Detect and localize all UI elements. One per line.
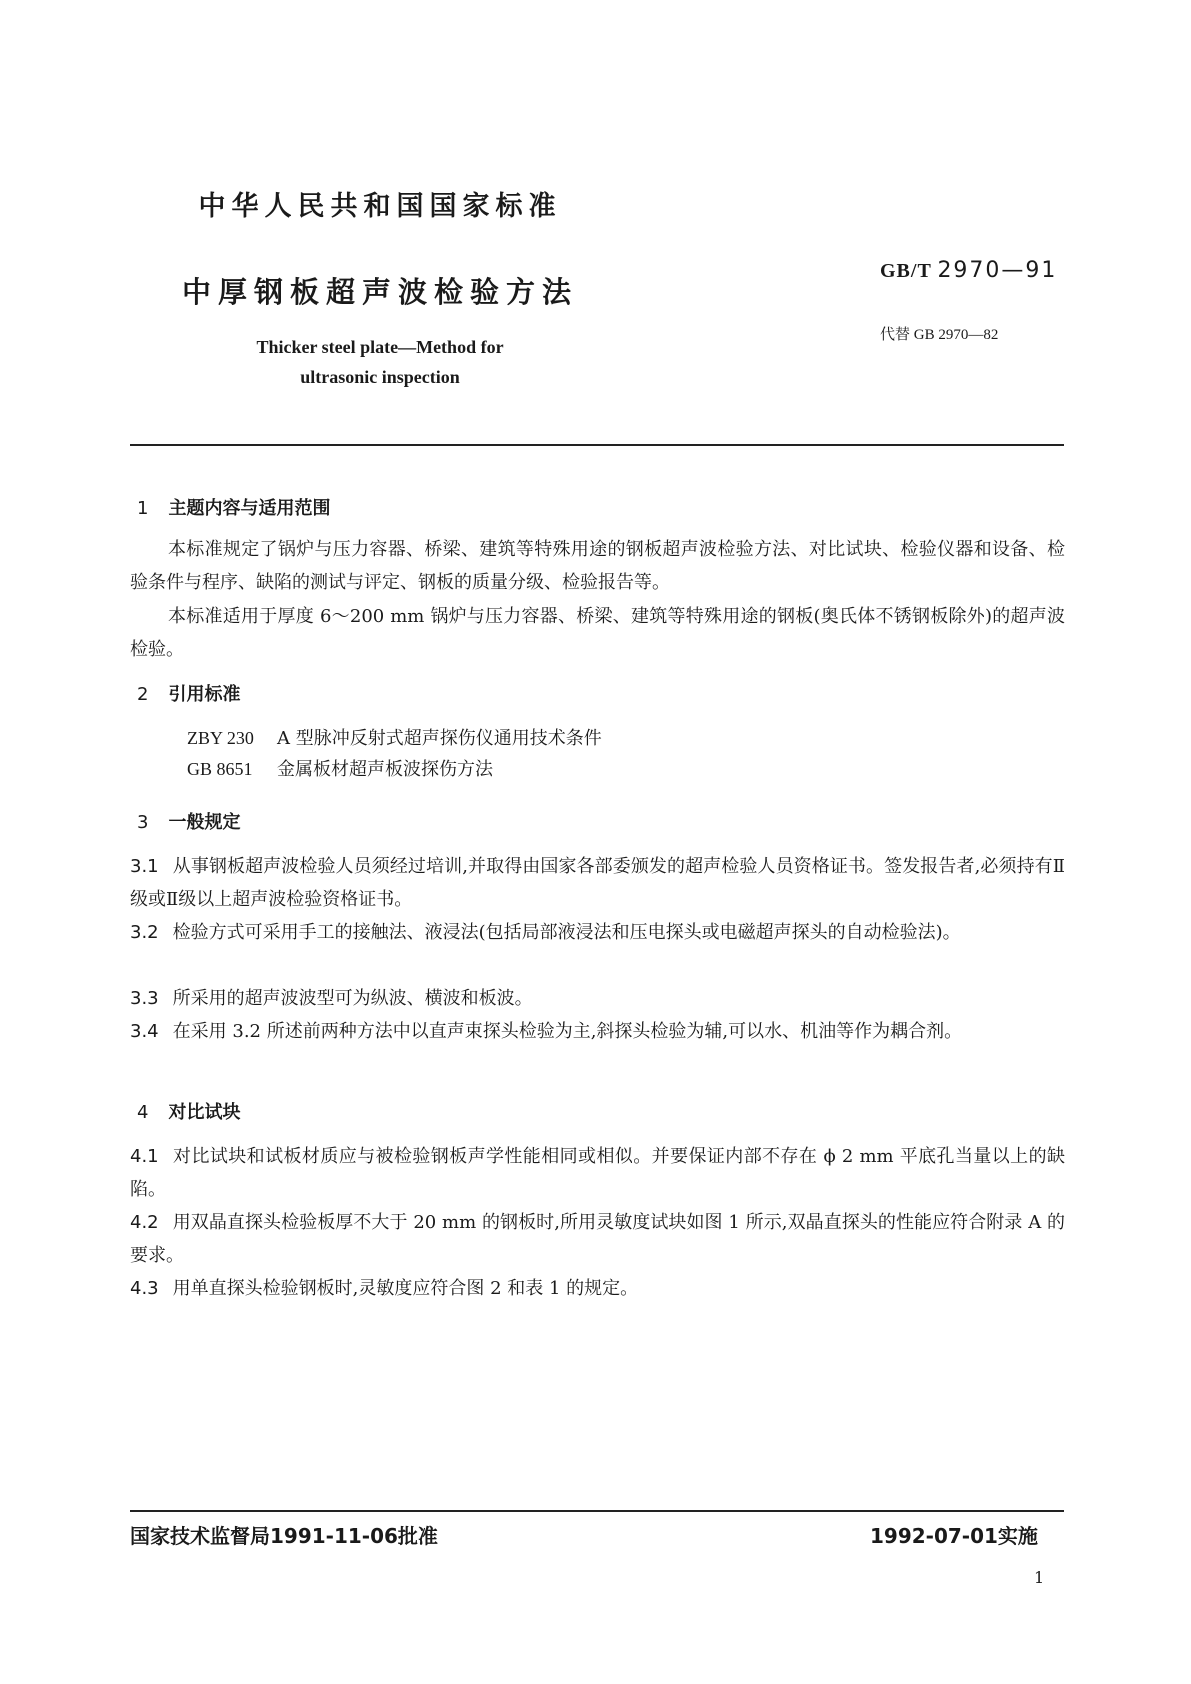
clause-text: 用双晶直探头检验板厚不大于 20 mm 的钢板时,所用灵敏度试块如图 1 所示,双晶直探头的性能应符合附录 A 的要求。: [130, 1212, 1065, 1266]
section-1-paragraph-2: 本标准适用于厚度 6～200 mm 锅炉与压力容器、桥梁、建筑等特殊用途的钢板(奥氏体不锈钢板除外)的超声波检验。: [130, 606, 1065, 660]
document-title-en: [0, 332, 760, 392]
section-1-paragraph-1: 本标准规定了锅炉与压力容器、桥梁、建筑等特殊用途的钢板超声波检验方法、对比试块、检验仪器和设备、检验条件与程序、缺陷的测试与评定、钢板的质量分级、检验报告等。: [130, 539, 1065, 593]
clause-text: 用单直探头检验钢板时,灵敏度应符合图 2 和表 1 的规定。: [172, 1278, 639, 1299]
document-title-cn: 中厚钢板超声波检验方法: [181, 275, 578, 309]
section-number: 2: [137, 684, 149, 705]
clause-number: 4.2: [130, 1212, 159, 1233]
clause-number: 3.4: [130, 1021, 159, 1042]
clause-3-4: [130, 1015, 1065, 1048]
section-number: 4: [137, 1102, 149, 1123]
clause-3-3: [130, 982, 1065, 1015]
clause-3-2: [130, 916, 1065, 949]
reference-code: GB 8651: [187, 759, 253, 779]
section-title: 一般规定: [168, 812, 241, 833]
clause-number: 3.1: [130, 856, 159, 877]
clause-text: 从事钢板超声波检验人员须经过培训,并取得由国家各部委颁发的超声检验人员资格证书。签发报告者,必须持有Ⅱ级或Ⅱ级以上超声波检验资格证书。: [130, 856, 1065, 910]
clause-number: 4.3: [130, 1278, 159, 1299]
section-title: 引用标准: [168, 684, 241, 705]
standard-prefix: GB/T: [880, 260, 932, 282]
section-2-heading: [137, 680, 240, 706]
section-title: 对比试块: [168, 1102, 241, 1123]
clause-4-3: [130, 1272, 1065, 1305]
title-en-line2: ultrasonic inspection: [300, 367, 460, 387]
clause-4-2: [130, 1206, 1065, 1272]
reference-code: ZBY 230: [187, 728, 254, 748]
section-4-heading: [137, 1098, 240, 1124]
clause-4-1: [130, 1140, 1065, 1206]
clause-text: 在采用 3.2 所述前两种方法中以直声束探头检验为主,斜探头检验为辅,可以水、机油等作为耦合剂。: [172, 1021, 963, 1042]
approval-date: 国家技术监督局1991-11-06批准: [130, 1524, 438, 1548]
reference-item: [187, 724, 602, 750]
clause-3-1: [130, 850, 1065, 916]
clause-text: 对比试块和试板材质应与被检验钢板声学性能相同或相似。并要保证内部不存在 ϕ 2 mm 平底孔当量以上的缺陷。: [130, 1146, 1065, 1200]
clause-text: 所采用的超声波波型可为纵波、横波和板波。: [172, 988, 533, 1009]
footer-divider: [130, 1510, 1064, 1512]
header-divider: [130, 444, 1064, 446]
reference-item: [187, 755, 493, 781]
clause-number: 3.3: [130, 988, 159, 1009]
section-1-heading: [137, 494, 330, 520]
national-standard-heading: 中华人民共和国国家标准: [198, 191, 562, 222]
clause-text: 检验方式可采用手工的接触法、液浸法(包括局部液浸法和压电探头或电磁超声探头的自动检验法)。: [172, 922, 961, 943]
replaces-note: 代替 GB 2970—82: [880, 327, 999, 343]
title-en-line1: Thicker steel plate—Method for: [256, 337, 504, 357]
implementation-date: 1992-07-01实施: [870, 1524, 1038, 1548]
standard-number: 2970—91: [937, 258, 1058, 283]
clause-number: 4.1: [130, 1146, 159, 1167]
section-number: 1: [137, 498, 149, 519]
page-number: 1: [1034, 1568, 1045, 1587]
section-number: 3: [137, 812, 149, 833]
section-title: 主题内容与适用范围: [168, 498, 331, 519]
section-3-heading: [137, 808, 240, 834]
reference-title: A 型脉冲反射式超声探伤仪通用技术条件: [277, 728, 602, 749]
standard-code: [880, 258, 1057, 283]
clause-number: 3.2: [130, 922, 159, 943]
reference-title: 金属板材超声板波探伤方法: [277, 759, 493, 780]
